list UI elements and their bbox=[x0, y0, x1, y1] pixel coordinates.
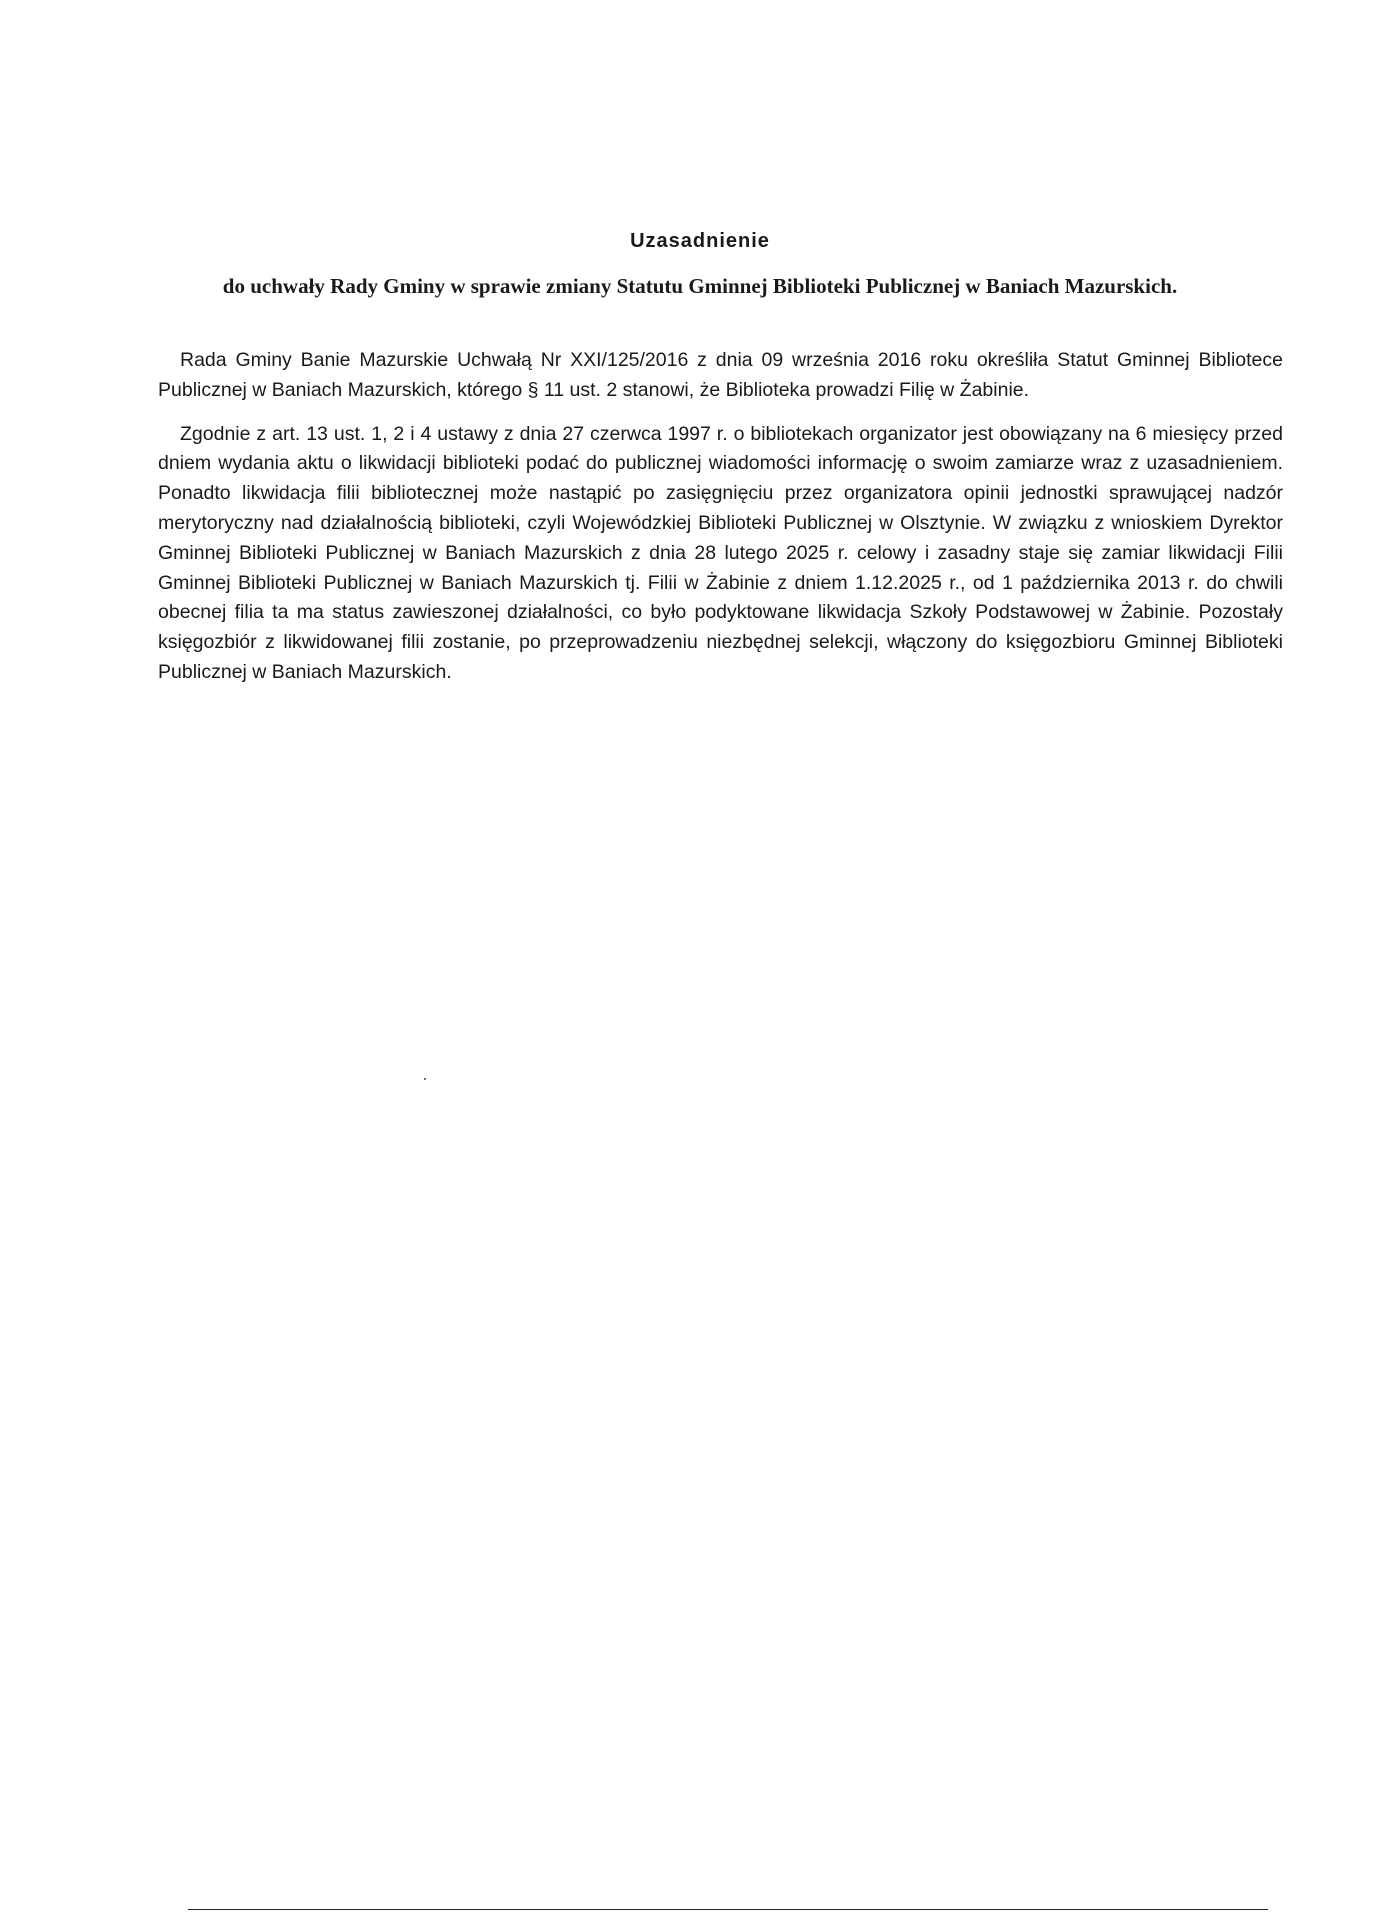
document-subtitle: do uchwały Rady Gminy w sprawie zmiany Statutu Gminnej Biblioteki Publicznej w Baniach Mazurskich. bbox=[222, 274, 1178, 298]
paragraph-justification: Zgodnie z art. 13 ust. 1, 2 i 4 ustawy z dnia 27 czerwca 1997 r. o bibliotekach organizator jest obowiązany na 6 miesięcy przed dniem wydania aktu o likwidacji biblioteki podać do publicznej wiadomości informację o swoim zamiarze wraz z uzasadnieniem. Ponadto likwidacja filii bibliotecznej może nastąpić po zasięgnięciu przez organizatora opinii jednostki sprawującej nadzór merytoryczny nad działalnością biblioteki, czyli Wojewódzkiej Biblioteki Publicznej w Olsztynie. W związku z wnioskiem Dyrektor Gminnej Biblioteki Publicznej w Baniach Mazurskich z dnia 28 lutego 2025 r. celowy i zasadny staje się zamiar likwidacji Filii Gminnej Biblioteki Publicznej w Baniach Mazurskich tj. Filii w Żabinie z dniem 1.12.2025 r., od 1 października 2013 r. do chwili obecnej filia ta ma status zawieszonej działalności, co było podyktowane likwidacja Szkoły Podstawowej w Żabinie. Pozostały księgozbiór z likwidowanej filii zostanie, po przeprowadzeniu niezbędnej selekcji, włączony do księgozbioru Gminnej Biblioteki Publicznej w Baniach Mazurskich. bbox=[158, 422, 1283, 683]
paragraph-statute: Rada Gminy Banie Mazurskie Uchwałą Nr XXI/125/2016 z dnia 09 września 2016 roku określiła Statut Gminnej Bibliotece Publicznej w Baniach Mazurskich, którego § 11 ust. 2 stanowi, że Biblioteka prowadzi Filię w Żabinie. bbox=[158, 349, 1283, 401]
document-body bbox=[158, 346, 1283, 688]
document-title: Uzasadnienie bbox=[630, 230, 770, 252]
heading-block bbox=[160, 228, 1240, 301]
scan-dot-mark bbox=[424, 1078, 426, 1080]
footer-rule bbox=[188, 1909, 1268, 1910]
